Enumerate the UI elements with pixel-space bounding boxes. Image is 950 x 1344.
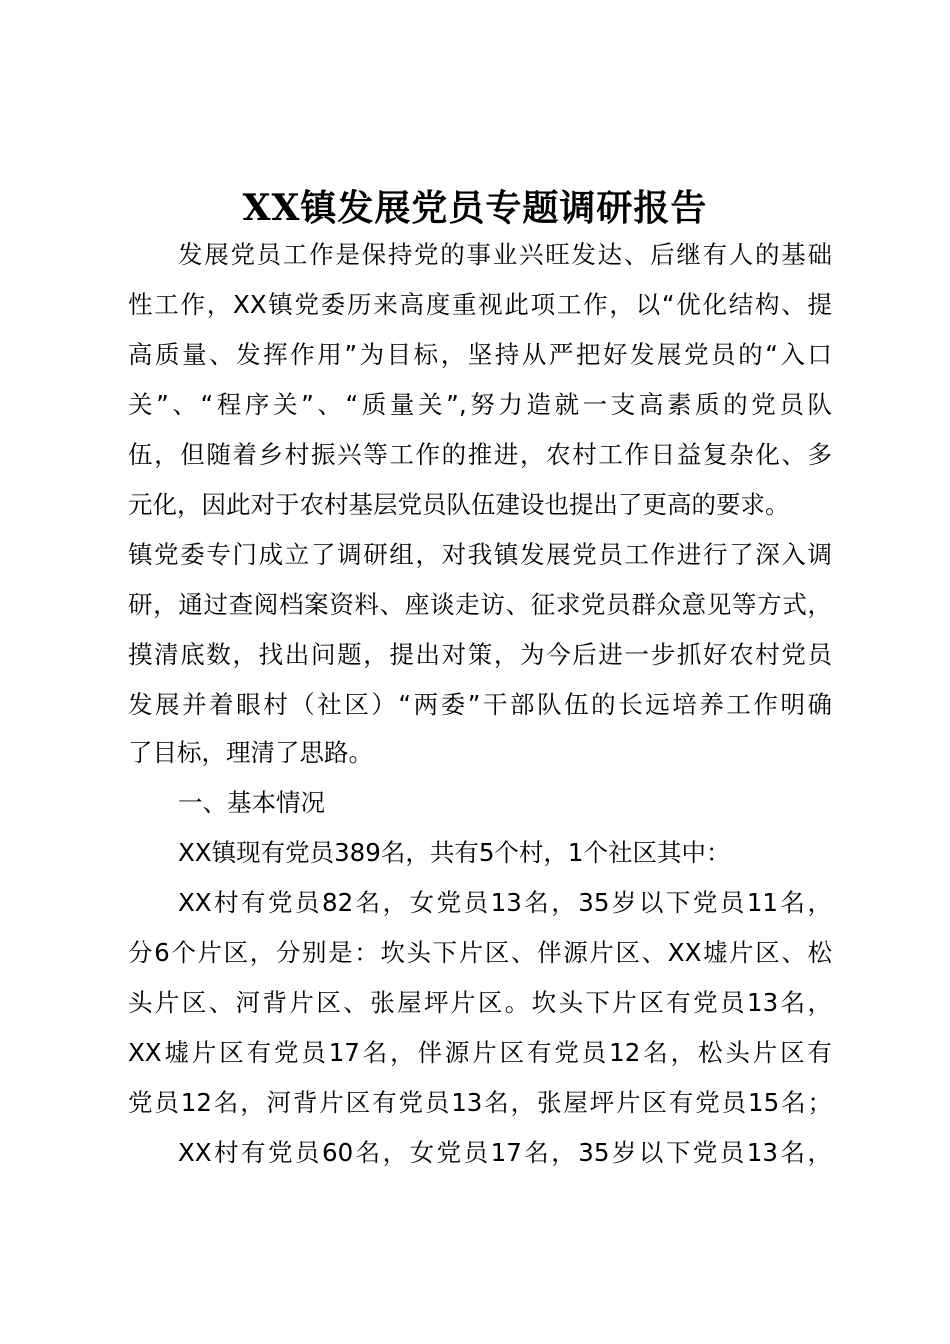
body-line: 发展并着眼村（社区）“两委”干部队伍的长远培养工作明确 <box>128 690 832 719</box>
body-line: 摸清底数，找出问题，提出对策，为今后进一步抓好农村党员 <box>128 640 832 669</box>
body-line: 镇党委专门成立了调研组，对我镇发展党员工作进行了深入调 <box>128 540 832 569</box>
body-line: 伍，但随着乡村振兴等工作的推进，农村工作日益复杂化、多 <box>128 440 832 469</box>
document-title: XX镇发展党员专题调研报告 <box>242 187 708 229</box>
section-heading: 一、基本情况 <box>178 788 325 817</box>
body-line: 关”、“程序关”、“质量关”,努力造就一支高素质的党员队 <box>128 390 832 419</box>
body-line: 性工作，XX镇党委历来高度重视此项工作，以“优化结构、提 <box>128 290 832 319</box>
body-line: XX墟片区有党员17名，伴源片区有党员12名，松头片区有 <box>128 1038 832 1067</box>
body-line: 发展党员工作是保持党的事业兴旺发达、后继有人的基础 <box>178 240 832 269</box>
body-line: 党员12名，河背片区有党员13名，张屋坪片区有党员15名； <box>128 1088 832 1117</box>
body-line: XX镇现有党员389名，共有5个村，1个社区其中： <box>178 838 731 867</box>
body-line: XX村有党员60名，女党员17名，35岁以下党员13名， <box>178 1138 832 1167</box>
body-line: 头片区、河背片区、张屋坪片区。坎头下片区有党员13名， <box>128 988 832 1017</box>
body-line: 研，通过查阅档案资料、座谈走访、征求党员群众意见等方式， <box>128 590 832 619</box>
body-line: 分6个片区，分别是：坎头下片区、伴源片区、XX墟片区、松 <box>128 938 832 967</box>
body-line: 了目标，理清了思路。 <box>128 738 373 767</box>
body-line: 元化，因此对于农村基层党员队伍建设也提出了更高的要求。 <box>128 490 790 519</box>
body-line: 高质量、发挥作用”为目标，坚持从严把好发展党员的“入口 <box>128 340 832 369</box>
body-line: XX村有党员82名，女党员13名，35岁以下党员11名， <box>178 888 832 917</box>
